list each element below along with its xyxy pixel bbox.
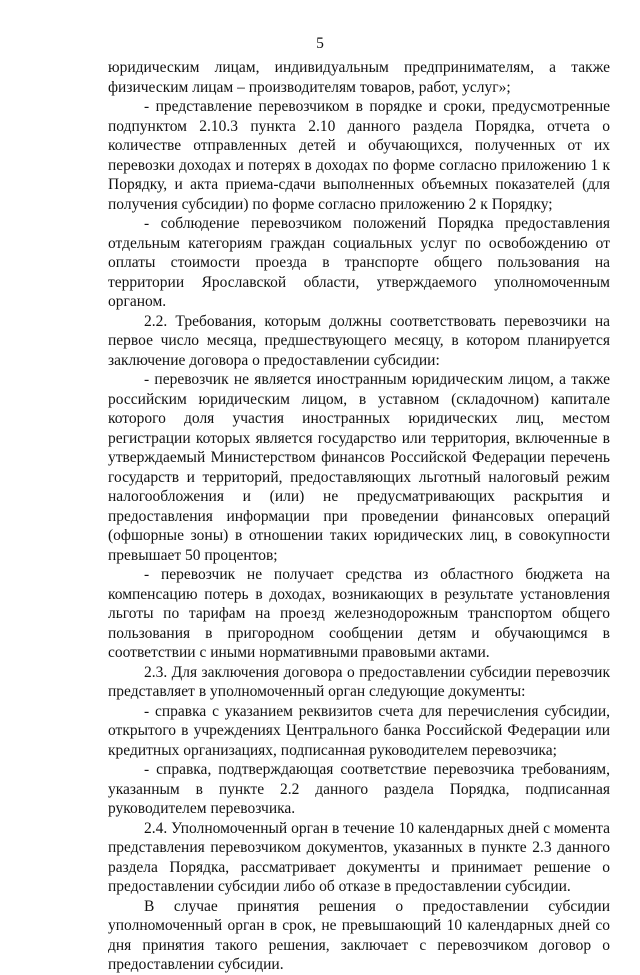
paragraph-continuation: юридическим лицам, индивидуальным предпринимателям, а также физическим лицам – производителям товаров, работ, услуг»;	[108, 59, 610, 96]
paragraph-foreign-entity-requirement: - перевозчик не является иностранным юридическим лицом, а также российским юридическим лицом, в уставном (складочном) капитале которого доля участия иностранных юридических лиц, местом регистрации которых является государство или территория, включенные в утверждаемый Министерством финансов Российской Федерации перечень государств и территорий, предоставляющих льготный налоговый режим налогообложения и (или) не предусматривающих раскрытия и предоставления информации при проведении финансовых операций (офшорные зоны) в отношении таких юридических лиц, в совокупности превышает 50 процентов;	[108, 371, 610, 564]
paragraph-compliance: - соблюдение перевозчиком положений Порядка предоставления отдельным категориям граждан социальных услуг по освобождению от оплаты стоимости проезда в транспорте общего пользования на территории Ярославской области, утверждаемого уполномоченным органом.	[108, 215, 610, 310]
paragraph-section-2-2: 2.2. Требования, которым должны соответствовать перевозчики на первое число месяца, предшествующего месяцу, в котором планируется заключение договора о предоставлении субсидии:	[108, 312, 610, 369]
paragraph-contract-conclusion: В случае принятия решения о предоставлении субсидии уполномоченный орган в срок, не превышающий 10 календарных дней со дня принятия такого решения, заключает с перевозчиком договор о предоставлении субсидии.	[108, 897, 610, 973]
paragraph-report-submission: - представление перевозчиком в порядке и сроки, предусмотренные подпунктом 2.10.3 пункта 2.10 данного раздела Порядка, отчета о количестве отправленных детей и обучающихся, полученных от их перевозки доходах и потерях в доходах по форме согласно приложению 1 к Порядку, и акта приема-сдачи выполненных объемных показателей (для получения субсидии) по форме согласно приложению 2 к Порядку;	[108, 98, 610, 213]
paragraph-bank-account-certificate: - справка с указанием реквизитов счета для перечисления субсидии, открытого в учреждениях Центрального банка Российской Федерации или кредитных организациях, подписанная руководителем перевозчика;	[108, 702, 610, 759]
paragraph-no-regional-funds: - перевозчик не получает средства из областного бюджета на компенсацию потерь в доходах, возникающих в результате установления льготы по тарифам на проезд железнодорожным транспортом общего пользования в пригородном сообщении детям и обучающимся в соответствии с иными нормативными правовыми актами.	[108, 566, 610, 661]
paragraph-section-2-3: 2.3. Для заключения договора о предоставлении субсидии перевозчик представляет в уполномоченный орган следующие документы:	[108, 663, 610, 700]
page-number: 5	[316, 35, 324, 52]
paragraph-section-2-4: 2.4. Уполномоченный орган в течение 10 календарных дней с момента представления перевозчиком документов, указанных в пункте 2.3 данного раздела Порядка, рассматривает документы и принимает решение о предоставлении субсидии либо об отказе в предоставлении субсидии.	[108, 819, 610, 895]
document-body	[108, 58, 610, 975]
paragraph-compliance-certificate: - справка, подтверждающая соответствие перевозчика требованиям, указанным в пункте 2.2 данного раздела Порядка, подписанная руководителем перевозчика.	[108, 761, 610, 817]
